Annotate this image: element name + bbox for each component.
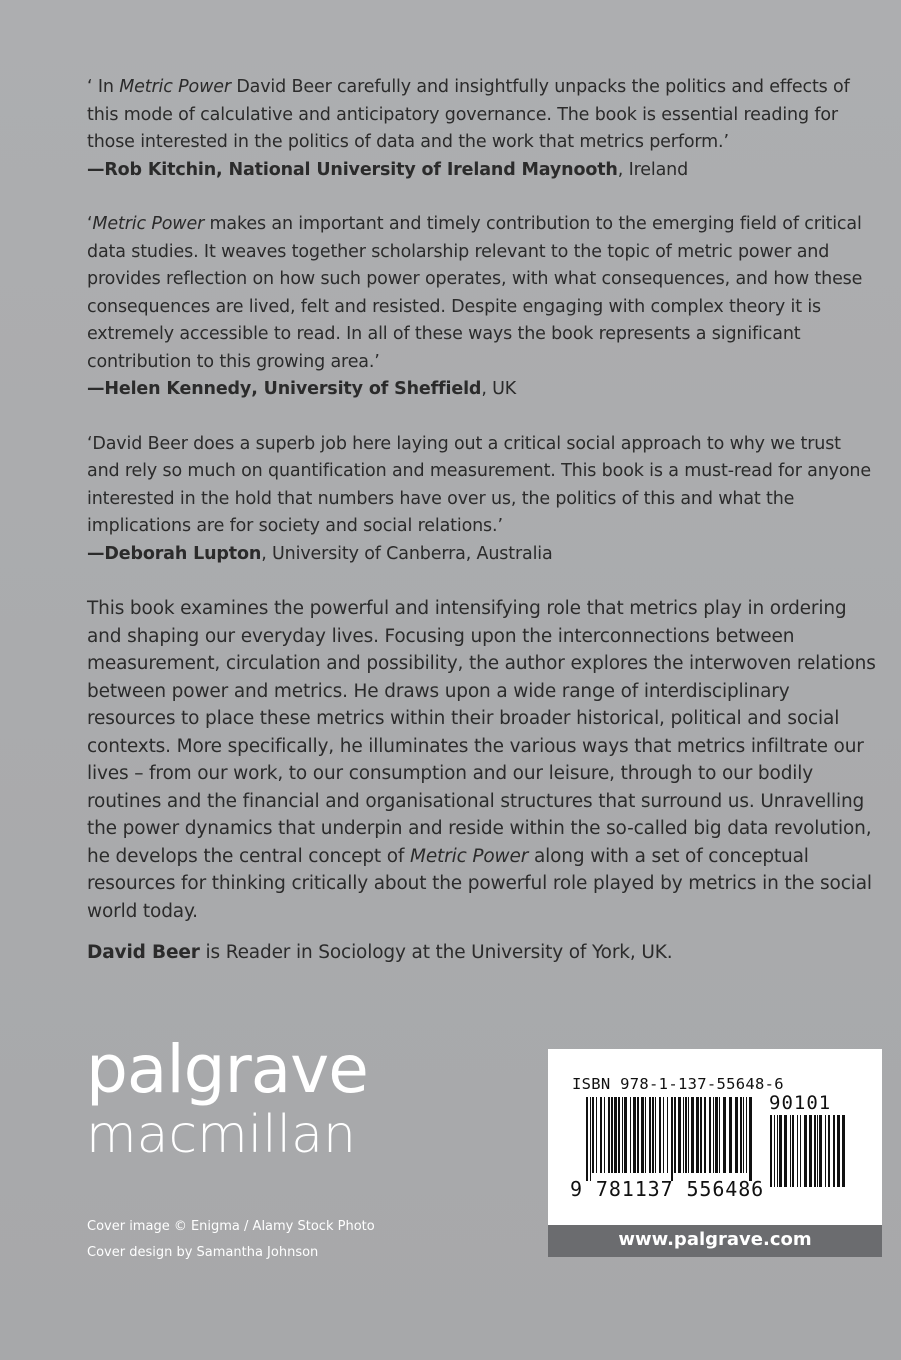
barcode-bar: [590, 1097, 591, 1181]
barcode-bar: [819, 1115, 822, 1187]
barcode-bar: [678, 1097, 681, 1173]
publisher-url: www.palgrave.com: [548, 1225, 882, 1257]
barcode-bar: [614, 1097, 617, 1173]
barcode-bar: [641, 1097, 644, 1173]
barcode-bar: [663, 1097, 664, 1173]
barcode-bar: [743, 1097, 744, 1173]
author-name: David Beer: [87, 942, 200, 963]
cover-design-credit: Cover design by Samantha Johnson: [87, 1245, 319, 1260]
description-text-pre: This book examines the powerful and intensifying role that metrics play in ordering and shaping our everyday lives. Focusing upon the interconnections between measurement, circulation and possibility, the author explores the interwoven relations between power and metrics. He draws upon a wide range of interdisciplinary resources to place these metrics within their broader historical, political and social contexts. More specifically, he illuminates the various ways that metrics infiltrate our lives – from our work, to our consumption and our leisure, through to our bodily routines and the financial and organisational structures that surround us. Unravelling the power dynamics that underpin and reside within the so-called big data revolution, he develops the central concept of: [87, 598, 876, 867]
barcode-bar: [604, 1097, 605, 1173]
book-title-italic: Metric Power: [119, 77, 231, 97]
barcode-bar: [779, 1115, 782, 1187]
reviewer-name: Helen Kennedy: [104, 379, 252, 399]
quote-text-pre: ‘ In: [87, 77, 120, 97]
barcode-bar: [817, 1115, 818, 1187]
quote-text: [87, 74, 877, 157]
blurbs-section: [87, 74, 877, 967]
quote-text-pre: ‘: [87, 214, 93, 234]
barcode-bar: [683, 1097, 684, 1173]
barcode-bar: [688, 1097, 689, 1173]
publisher-logo: [86, 1031, 368, 1165]
barcode-bar: [630, 1097, 631, 1173]
barcode-bar: [800, 1115, 801, 1187]
publisher-logo-line1: palgrave: [86, 1031, 368, 1108]
quote-text-post: David Beer carefully and insightfully unpacks the politics and effects of this mode of calculative and anticipatory governance. The book is essential reading for those interested in the politics of data and the work that metrics perform.’: [87, 77, 850, 152]
barcode-bar: [770, 1115, 772, 1187]
barcode-bar: [704, 1097, 706, 1173]
barcode-bar: [735, 1097, 738, 1173]
barcode-bar: [774, 1115, 775, 1187]
book-description: [87, 595, 877, 925]
attribution-dash: —: [87, 159, 105, 180]
reviewer-name: Rob Kitchin: [104, 159, 217, 180]
barcode-bar: [804, 1115, 807, 1187]
quote-attribution: [87, 157, 877, 185]
barcode-bar: [652, 1097, 654, 1173]
attribution-dash: —: [87, 379, 105, 399]
barcode-bar: [797, 1115, 798, 1187]
barcode-bar: [814, 1115, 816, 1187]
barcode-bar: [700, 1097, 702, 1173]
reviewer-country: , UK: [481, 379, 517, 399]
barcode-bar: [637, 1097, 639, 1173]
book-title-italic: Metric Power: [92, 214, 205, 234]
publisher-logo-line2: macmillan: [86, 1105, 356, 1165]
barcode-bar: [624, 1097, 627, 1173]
barcode-bar: [685, 1097, 687, 1173]
barcode-bar: [596, 1097, 597, 1173]
cover-credits: [87, 1214, 375, 1266]
review-quote-lupton: [87, 431, 877, 569]
isbn-label: ISBN 978-1-137-55648-6: [572, 1075, 784, 1093]
quote-text: ‘David Beer does a superb job here laying out a critical social approach to why we trust and rely so much on quantification and measurement. This book is a must-read for anyone interested in the hold that numbers have over us, the politics of this and what the implications are for society and social relations.’: [87, 433, 871, 536]
barcode-bar: [723, 1097, 726, 1173]
reviewer-affiliation: , National University of Ireland Maynooth: [216, 159, 618, 180]
barcode-bar: [671, 1097, 673, 1181]
barcode-bar: [715, 1097, 718, 1173]
barcode-bar: [825, 1115, 826, 1187]
description-text-post: along with a set of conceptual resources for thinking critically about the powerful role played by metrics in the social world today.: [87, 845, 872, 922]
barcode-bar: [655, 1097, 656, 1173]
barcode-bar: [837, 1115, 840, 1187]
barcode-bar: [618, 1097, 620, 1173]
quote-attribution: [87, 541, 877, 569]
barcode-bar: [719, 1097, 720, 1173]
barcode-bar: [809, 1115, 812, 1187]
barcode-bar: [784, 1115, 787, 1187]
barcode-bar: [777, 1115, 778, 1187]
barcode-bar: [600, 1097, 602, 1173]
reviewer-affiliation: , University of Canberra, Australia: [261, 543, 553, 564]
barcode-bar: [713, 1097, 714, 1173]
barcode-box: [548, 1049, 882, 1225]
barcode-bar: [586, 1097, 588, 1181]
review-quote-kennedy: [87, 211, 877, 404]
attribution-dash: —: [87, 543, 105, 564]
quote-attribution: [87, 376, 877, 404]
cover-image-credit: Cover image © Enigma / Alamy Stock Photo: [87, 1219, 375, 1234]
barcode-bar: [608, 1097, 610, 1173]
author-bio-text: is Reader in Sociology at the University of York, UK.: [199, 942, 673, 963]
barcode-bar: [833, 1115, 835, 1187]
barcode-bar: [645, 1097, 646, 1173]
barcode-bar: [611, 1097, 613, 1173]
barcode-bar: [749, 1097, 752, 1181]
barcode-bar: [709, 1097, 711, 1173]
barcode-bar: [792, 1115, 794, 1187]
quote-text-post: makes an important and timely contribution to the emerging field of critical data studies. It weaves together scholarship relevant to the topic of metric power and provides reflection on how such power operates, with what consequences, and how these consequences are lived, felt and resisted. Despite engaging with complex theory it is extremely accessible to read. In all of these ways the book represents a significant contribution to this growing area.’: [87, 214, 863, 372]
barcode-bar: [674, 1097, 676, 1173]
ean-digits: 9 781137 556486: [570, 1177, 765, 1201]
book-title-italic: Metric Power: [410, 845, 529, 867]
barcode-bar: [592, 1097, 594, 1173]
barcode-bar: [696, 1097, 699, 1173]
barcode-bar: [667, 1097, 668, 1173]
barcode-bar: [649, 1097, 651, 1173]
barcode-bar: [828, 1115, 830, 1187]
barcode-bar: [842, 1115, 845, 1187]
barcode-bar: [790, 1115, 791, 1187]
barcode-bar: [691, 1097, 694, 1173]
barcode-bar: [729, 1097, 732, 1173]
author-bio: [87, 939, 877, 967]
reviewer-name: Deborah Lupton: [104, 543, 262, 564]
reviewer-affiliation: , University of Sheffield: [251, 379, 482, 399]
reviewer-country: , Ireland: [617, 159, 689, 180]
barcode-bar: [740, 1097, 742, 1173]
barcode-bar: [746, 1097, 747, 1173]
review-quote-kitchin: [87, 74, 877, 184]
barcode-bar: [622, 1097, 623, 1173]
barcode-bar: [659, 1097, 661, 1173]
price-addon-number: 90101: [769, 1092, 832, 1114]
quote-text: [87, 211, 877, 376]
barcode-bar: [633, 1097, 636, 1173]
